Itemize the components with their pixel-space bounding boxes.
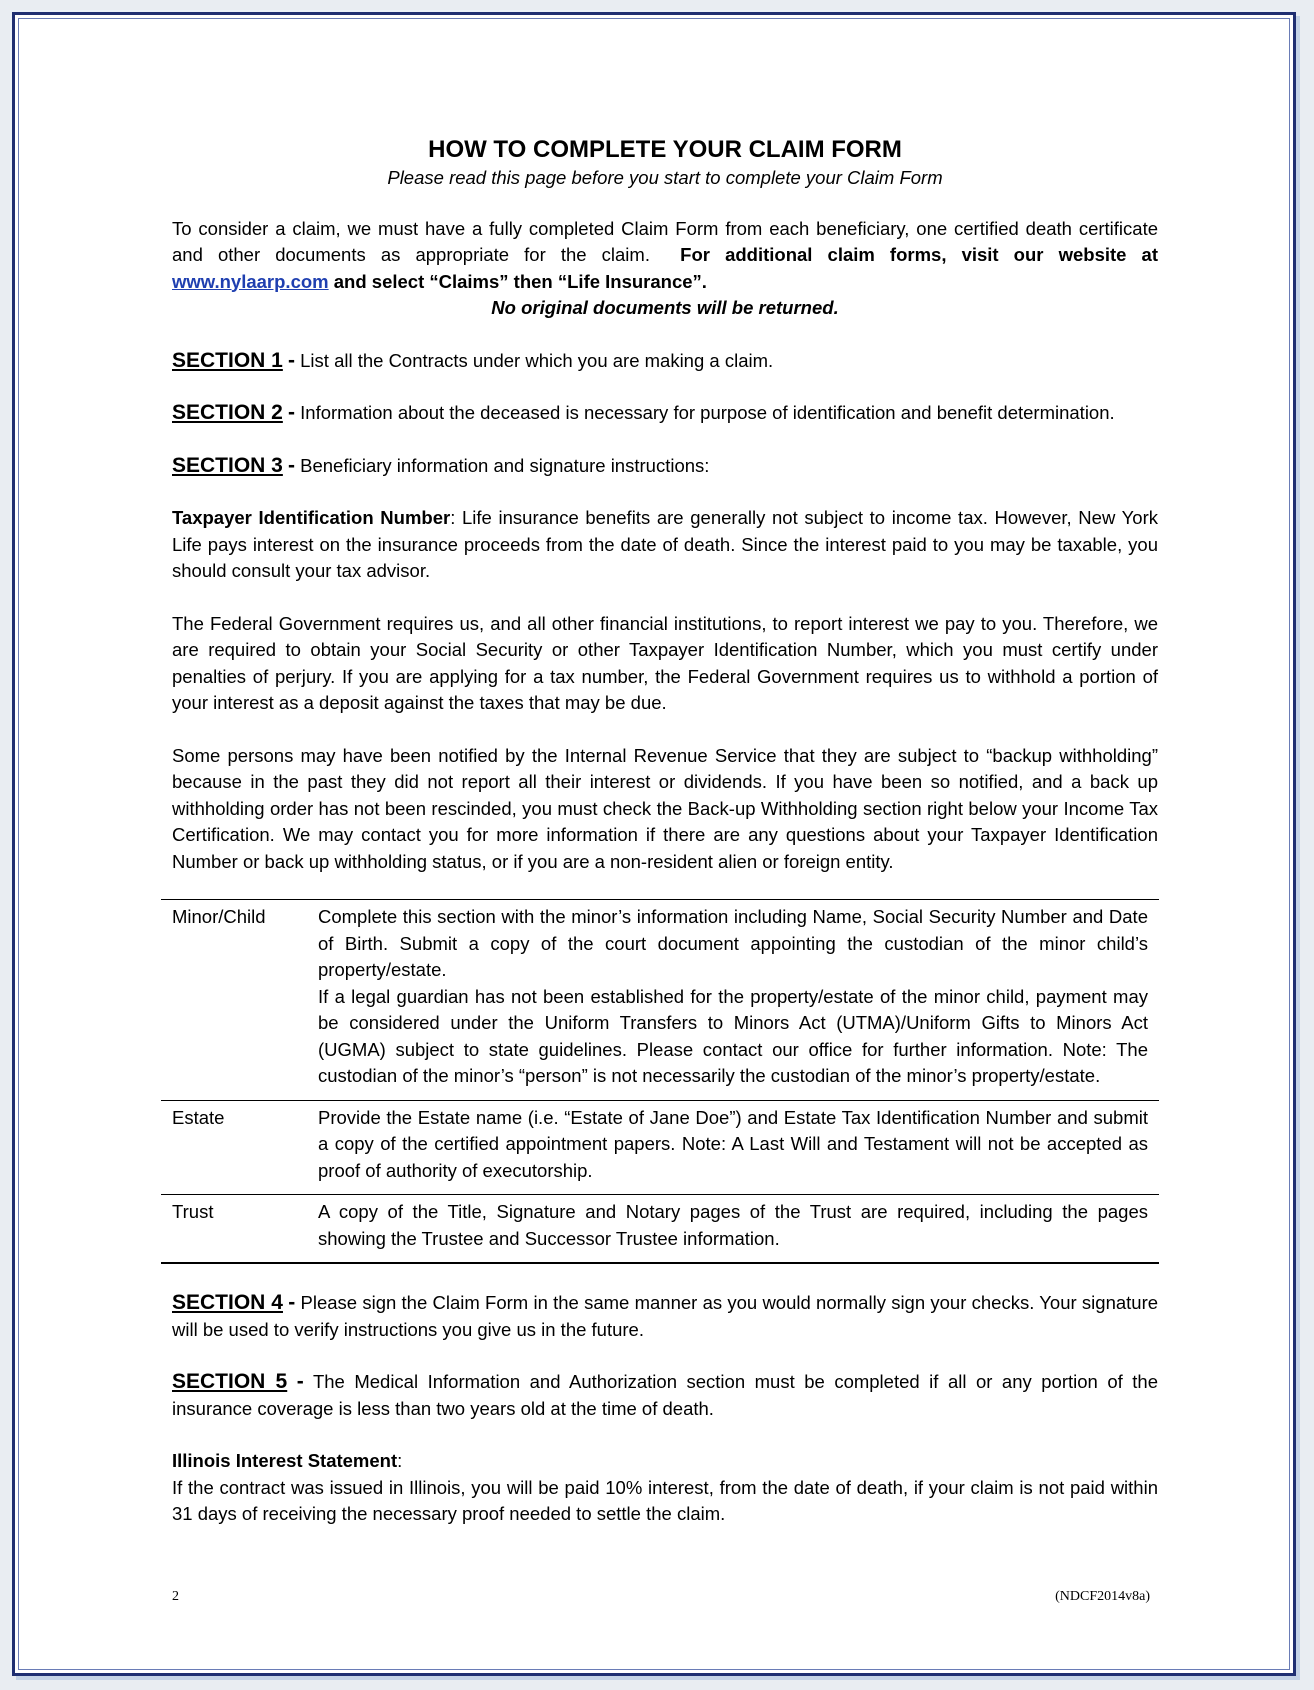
- row-label-minor: Minor/Child: [161, 900, 307, 1101]
- minor-text-2: If a legal guardian has not been established for the property/estate of the minor child, payment may be considered under the Uniform Transfers to Minors Act (UTMA)/Uniform Gifts to Minors Act (UGMA) subject to state guidelines. Please contact our office for further information. Note: The custodian of the minor’s “person” is not necessarily the custodian of the minor’s property/estate.: [318, 985, 1148, 1086]
- row-label-trust: Trust: [161, 1195, 307, 1264]
- row-label-estate: Estate: [161, 1100, 307, 1195]
- table-row-estate: [161, 1100, 1159, 1195]
- backup-withholding-paragraph: Some persons may have been notified by the Internal Revenue Service that they are subject to “backup withholding” because in the past they did not report all their interest or dividends. If you have been so notified, and a back up withholding order has not been rescinded, you must check the Back-up Withholding section right below your Income Tax Certification. We may contact you for more information if there are any questions about your Taxpayer Identification Number or back up withholding status, or if you are a non-resident alien or foreign entity.: [172, 744, 1158, 872]
- row-content-estate: Provide the Estate name (i.e. “Estate of Jane Doe”) and Estate Tax Identification Number and submit a copy of the certified appointment papers. Note: A Last Will and Testament will not be accepted as proof of authority of executorship.: [307, 1100, 1159, 1195]
- section-5-label: SECTION 5: [172, 1370, 288, 1393]
- section-4-label: SECTION 4: [172, 1291, 283, 1314]
- section-2-label: SECTION 2: [172, 401, 283, 424]
- section-3-dash: -: [288, 453, 295, 477]
- section-2: [172, 400, 1158, 427]
- minor-text-1: Complete this section with the minor’s information including Name, Social Security Number and Date of Birth. Submit a copy of the court document appointing the custodian of the minor child’s property/estate.: [318, 906, 1148, 980]
- form-code: (NDCF2014v8a): [1055, 1589, 1150, 1604]
- row-content-minor: [307, 900, 1159, 1101]
- section-1-dash: -: [288, 348, 295, 372]
- intro-text: To consider a claim, we must have a fully completed Claim Form from each beneficiary, one certified death certificate and other documents as appropriate for the claim.: [172, 217, 1158, 265]
- section-4-text: Please sign the Claim Form in the same manner as you would normally sign your checks. Your signature will be used to verify instructions you give us in the future.: [172, 1292, 1159, 1340]
- section-5-text: The Medical Information and Authorization section must be completed if all or any portion of the insurance coverage is less than two years old at the time of death.: [172, 1371, 1159, 1419]
- tin-label: Taxpayer Identification Number: [172, 507, 451, 528]
- document-page: [172, 123, 1158, 1528]
- intro-paragraph: [172, 216, 1158, 296]
- section-5: [172, 1369, 1158, 1422]
- section-3-label: SECTION 3: [172, 453, 283, 477]
- page-title: HOW TO COMPLETE YOUR CLAIM FORM: [428, 136, 902, 163]
- table-row-trust: [161, 1195, 1159, 1264]
- page-subtitle: Please read this page before you start to complete your Claim Form: [387, 167, 943, 188]
- illinois-heading: [172, 1448, 1158, 1475]
- illinois-statement: [172, 1448, 1158, 1528]
- section-1: [172, 348, 1158, 375]
- section-1-label: SECTION 1: [172, 348, 283, 372]
- illinois-text: If the contract was issued in Illinois, you will be paid 10% interest, from the date of death, if your claim is not paid within 31 days of receiving the necessary proof needed to settle the claim.: [172, 1476, 1158, 1524]
- beneficiary-table: [161, 899, 1159, 1264]
- section-2-text: Information about the deceased is necessary for purpose of identification and benefit determination.: [300, 402, 1115, 423]
- page-number: 2: [172, 1589, 179, 1604]
- section-4: [172, 1290, 1158, 1343]
- federal-paragraph: The Federal Government requires us, and all other financial institutions, to report interest we pay to you. Therefore, we are required to obtain your Social Security or other Taxpayer Identification Number, which you must certify under penalties of perjury. If you are applying for a tax number, the Federal Government requires us to withhold a portion of your interest as a deposit against the taxes that may be due.: [172, 612, 1158, 713]
- row-content-trust: A copy of the Title, Signature and Notary pages of the Trust are required, including the pages showing the Trustee and Successor Trustee information.: [307, 1195, 1159, 1264]
- tin-text: : Life insurance benefits are generally not subject to income tax. However, New York Life pays interest on the insurance proceeds from the date of death. Since the interest paid to you may be taxable, you should consult your tax advisor.: [172, 507, 1158, 581]
- intro-bold-text: For additional claim forms, visit our website at: [680, 244, 1158, 265]
- section-4-dash: -: [288, 1291, 296, 1314]
- section-3-text: Beneficiary information and signature instructions:: [300, 454, 710, 476]
- intro-bold-tail: and select “Claims” then “Life Insurance”.: [333, 270, 707, 292]
- section-3: [172, 453, 1158, 480]
- section-2-dash: -: [288, 401, 295, 424]
- intro-block: [172, 216, 1158, 322]
- table-row-minor: [161, 900, 1159, 1101]
- illinois-colon: :: [397, 1450, 403, 1471]
- section-1-text: List all the Contracts under which you are making a claim.: [300, 349, 774, 371]
- page-footer: [172, 1589, 1150, 1605]
- document-frame: [12, 12, 1296, 1676]
- tin-paragraph: [172, 505, 1158, 585]
- section-5-dash: -: [296, 1370, 304, 1393]
- illinois-label: Illinois Interest Statement: [172, 1450, 398, 1471]
- no-originals-notice: No original documents will be returned.: [491, 297, 839, 318]
- website-link[interactable]: www.nylaarp.com: [172, 270, 329, 292]
